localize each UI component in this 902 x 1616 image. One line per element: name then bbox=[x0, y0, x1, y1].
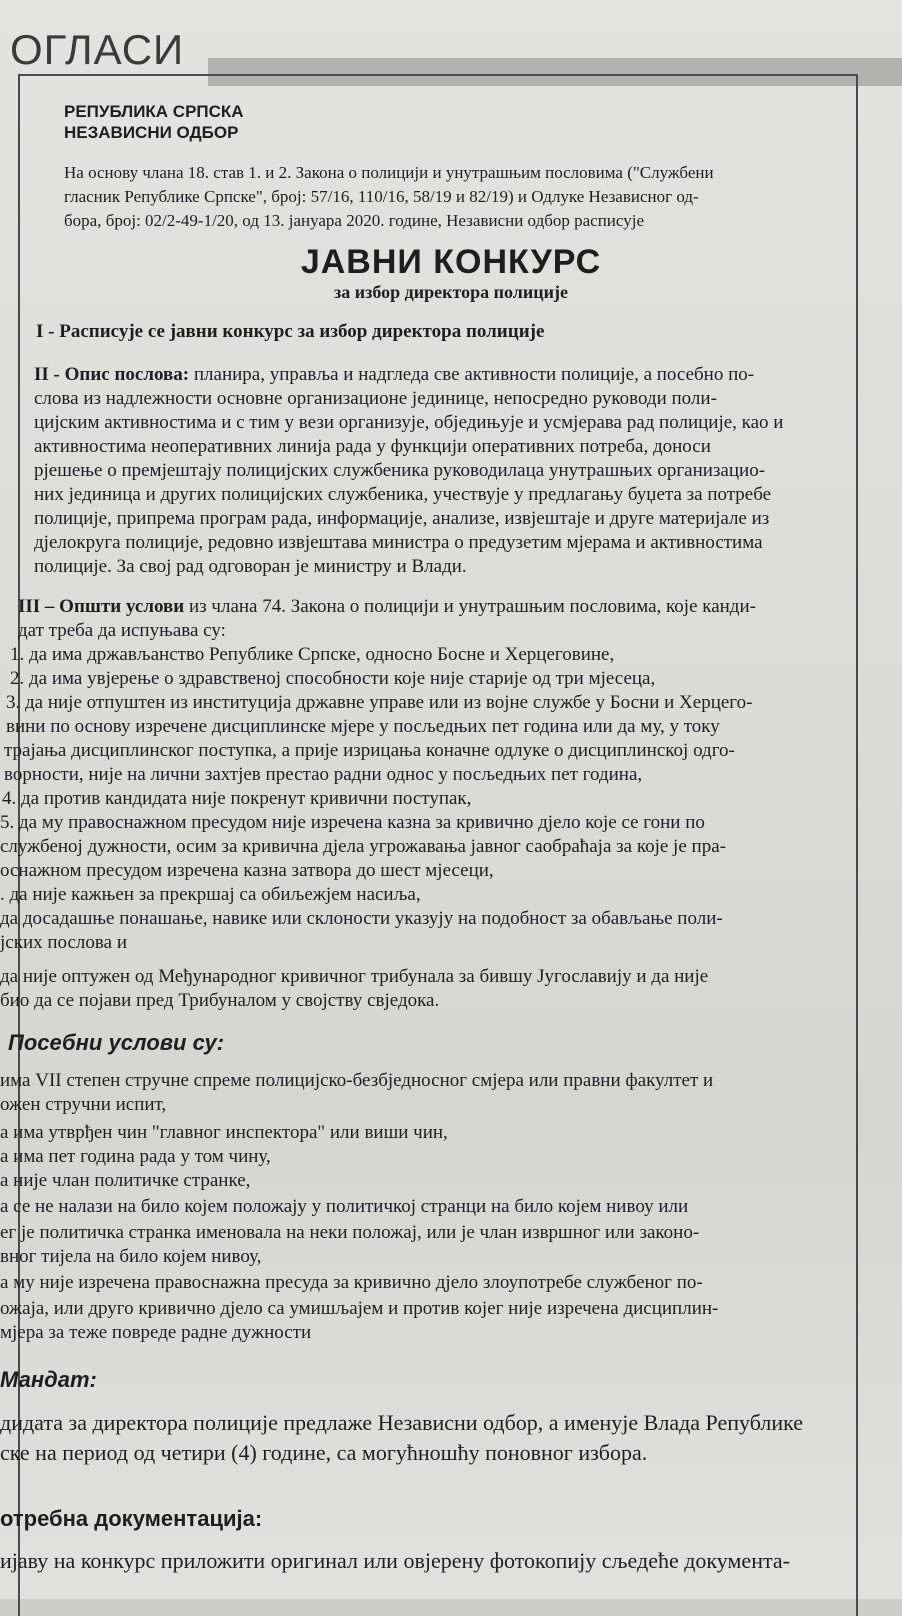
section-title: ОГЛАСИ bbox=[10, 26, 185, 73]
condition-item: 5. да му правоснажном пресудом није изречена казна за кривично дјело које се гони по bbox=[0, 812, 705, 833]
section-6-heading: отребна документација: bbox=[0, 1506, 263, 1531]
section-4-line: а има пет година рада у том чину, bbox=[0, 1146, 271, 1167]
section-4-line: а има утврђен чин "главног инспектора" или виши чин, bbox=[0, 1122, 448, 1143]
intro-line: бора, број: 02/2-49-1/20, од 13. јануара 2020. године, Независни одбор расписује bbox=[64, 211, 644, 230]
section-5-line: ске на период од четири (4) године, са могућношћу поновног избора. bbox=[0, 1440, 648, 1465]
issuer-line-2: НЕЗАВИСНИ ОДБОР bbox=[64, 123, 239, 142]
section-2-line: дјелокруга полиције, редовно извјештава министра о предузетим мјерама и активностима bbox=[34, 532, 763, 553]
section-4-line: а није члан политичке странке, bbox=[0, 1170, 251, 1191]
section-2-text: планира, управља и надгледа све активности полиције, а посебно по- bbox=[189, 364, 755, 385]
condition-item: да није оптужен од Међународног кривичног трибунала за бившу Југославију и да није bbox=[0, 966, 709, 987]
condition-item: 1. да има држављанство Републике Српске, односно Босне и Херцеговине, bbox=[10, 644, 615, 665]
section-4-line: ожаја, или друго кривично дјело са умишљајем и против којег није изречена дисциплин- bbox=[0, 1298, 719, 1319]
condition-item: . да није кажњен за прекршај са обиљежјем насиља, bbox=[0, 884, 421, 905]
section-2-line: них јединица и других полицијских службеника, учествује у предлагању буџета за потребе bbox=[34, 484, 772, 505]
condition-item: био да се појави пред Трибуналом у својству свједока. bbox=[0, 990, 440, 1011]
condition-item: службеној дужности, осим за кривична дјела угрожавања јавног саобраћаја за које је пра- bbox=[0, 836, 726, 857]
section-4-line: мјера за теже повреде радне дужности bbox=[0, 1322, 312, 1343]
section-2-line: полиције, припрема програм рада, информације, анализе, извјештаје и друге материјале из bbox=[34, 508, 770, 529]
document-subtitle: за избор директора полиције bbox=[334, 282, 568, 302]
condition-item: 4. да против кандидата није покренут кривични поступак, bbox=[2, 788, 472, 809]
section-4-line: вног тијела на било којем нивоу, bbox=[0, 1246, 262, 1267]
intro-line: гласник Републике Српске", број: 57/16, 110/16, 58/19 и 82/19) и Одлуке Независног од- bbox=[64, 187, 699, 206]
section-2-first-line bbox=[34, 364, 754, 386]
section-2-line: рјешење о премјештају полицијских службеника руководилаца унутрашњих организацио- bbox=[34, 460, 766, 481]
issuer-line-1: РЕПУБЛИКА СРПСКА bbox=[64, 102, 244, 121]
section-4-line: ег је политичка странка именовала на неки положај, или је члан извршног или законо- bbox=[0, 1222, 700, 1243]
section-3-first-line bbox=[18, 596, 756, 618]
condition-item: 3. да није отпуштен из институција државне управе или из војне службе у Босни и Херцего- bbox=[6, 692, 753, 713]
condition-item: оснажном пресудом изречена казна затвора до шест мјесеци, bbox=[0, 860, 494, 881]
condition-item: вини по основу изречене дисциплинске мјере у посљедњих пет година или да му, у току bbox=[6, 716, 720, 737]
section-3-heading: III – Општи услови bbox=[18, 596, 185, 617]
section-4-line: а се не налази на било којем положају у политичкој странци на било којем нивоу или bbox=[0, 1196, 689, 1217]
section-3-line: дат треба да испуњава су: bbox=[18, 620, 226, 641]
section-2-line: полиције. За свој рад одговоран је министру и Влади. bbox=[34, 556, 467, 577]
condition-item: да досадашње понашање, навике или склоности указују на подобност за обављање поли- bbox=[0, 908, 723, 929]
section-1: I - Расписује се јавни конкурс за избор директора полиције bbox=[36, 321, 545, 342]
document-title: ЈАВНИ КОНКУРС bbox=[300, 243, 602, 281]
condition-item: трајања дисциплинског поступка, а прије изрицања коначне одлуке о дисциплинској одго- bbox=[4, 740, 735, 761]
section-4-line: има VII степен стручне спреме полицијско-безбједносног смјера или правни факултет и bbox=[0, 1070, 714, 1091]
section-5-line: дидата за директора полиције предлаже Независни одбор, а именује Влада Републике bbox=[0, 1410, 804, 1435]
section-6-line: ијаву на конкурс приложити оригинал или овјерену фотокопију сљедеће документа- bbox=[0, 1548, 790, 1573]
intro-line: На основу члана 18. став 1. и 2. Закона о полицији и унутрашњим пословима ("Службени bbox=[64, 163, 714, 182]
section-2-line: слова из надлежности основне организационе јединице, непосредно руководи поли- bbox=[34, 388, 717, 409]
section-2-line: активностима неоперативних линија рада у функцији оперативних потреба, доноси bbox=[34, 436, 711, 457]
section-3-text: из члана 74. Закона о полицији и унутрашњим пословима, које канди- bbox=[184, 596, 756, 617]
section-2-heading: II - Опис послова: bbox=[34, 364, 190, 385]
section-4-line: а му није изречена правоснажна пресуда за кривично дјело злоупотребе службеног по- bbox=[0, 1272, 703, 1293]
section-4-heading: Посебни услови су: bbox=[8, 1030, 225, 1055]
section-5-heading: Мандат: bbox=[0, 1367, 97, 1392]
condition-item: 2. да има увјерење о здравственој способности које није старије од три мјесеца, bbox=[10, 668, 656, 689]
section-4-line: ожен стручни испит, bbox=[0, 1094, 167, 1115]
condition-item: јских послова и bbox=[0, 932, 127, 953]
condition-item: ворности, није на лични захтјев престао радни однос у посљедњих пет година, bbox=[4, 764, 643, 785]
section-2-line: цијским активностима и с тим у вези организује, обједињује и усмјерава рад полиције, као и bbox=[34, 412, 784, 433]
